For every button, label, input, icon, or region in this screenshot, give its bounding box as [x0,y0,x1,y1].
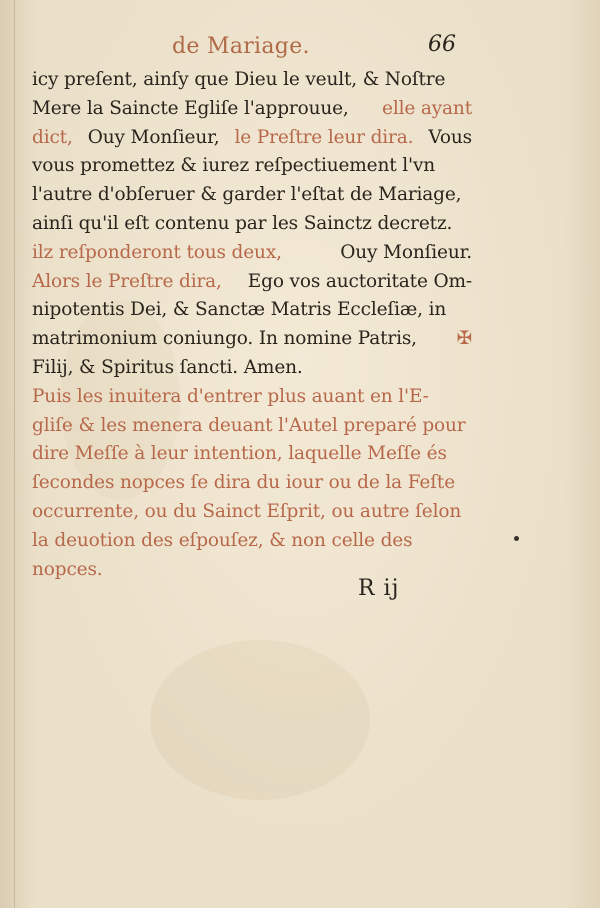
text-line [32,239,472,268]
text-line [32,95,472,124]
running-head: de Mariage. [172,34,310,59]
text-line [32,527,472,556]
rubric-text: gliſe & les menera deuant l'Autel preparé pour [32,414,466,436]
text-line [32,383,472,412]
text-line [32,440,472,469]
body-text-run: nipotentis Dei, & Sanctæ Matris Eccleſiæ, in [32,299,447,321]
text-line [32,412,472,441]
body-text-run: Vous [428,126,472,148]
text-line [32,152,472,181]
body-text-run: vous promettez & iurez reſpectiuement l'vn [32,155,436,177]
body-text-run: Ouy Monſieur, [87,126,226,148]
body-text-run: Ego vos auctoritate Om- [247,270,472,292]
body-text-run: Filij, & Spiritus ſancti. Amen. [32,356,303,378]
text-line [32,354,472,383]
body-text-run: matrimonium coniungo. In nomine Patris, [32,328,423,350]
text-line [32,556,472,585]
gutter-shadow [14,0,15,908]
rubric-text: occurrente, ou du Sainct Eſprit, ou autre ſelon [32,500,462,522]
body-text-run: Mere la Saincte Egliſe l'approuue, [32,97,355,119]
text-line [32,296,472,325]
text-line [32,66,472,95]
body-text-run: ainſi qu'il eſt contenu par les Sainctz decretz. [32,212,453,234]
rubric-text: Alors le Preſtre dira, [32,270,228,292]
rubric-text: ilz reſponderont tous deux, [32,241,288,263]
body-text-run: Ouy Monſieur. [340,241,472,263]
body-text [32,66,472,584]
body-text-run: icy preſent, ainſy que Dieu le veult, & Noſtre [32,69,446,90]
page-number: 66 [428,32,456,57]
text-line [32,124,472,153]
text-line [32,325,472,354]
text-line [32,498,472,527]
rubric-text: elle ayant [382,97,472,119]
text-line [32,210,472,239]
rubric-text: ✠ [456,328,472,350]
rubric-text: Puis les inuitera d'entrer plus auant en l'E- [32,385,429,407]
rubric-text: dire Meſſe à leur intention, laquelle Meſſe és [32,443,447,465]
page-header [0,30,600,60]
rubric-text: nopces. [32,558,103,580]
text-line [32,469,472,498]
rubric-text: ſecondes nopces ſe dira du iour ou de la Feſte [32,472,456,494]
text-line [32,181,472,210]
rubric-text: le Preſtre leur dira. [234,126,420,148]
rubric-text: dict, [32,126,79,148]
text-line [32,268,472,297]
ink-blot [514,536,519,541]
rubric-text: la deuotion des eſpouſez, & non celle des [32,529,413,551]
body-text-run: l'autre d'obſeruer & garder l'eſtat de Mariage, [32,184,462,206]
signature-mark: R ij [358,576,400,601]
paper-stain [150,640,370,800]
